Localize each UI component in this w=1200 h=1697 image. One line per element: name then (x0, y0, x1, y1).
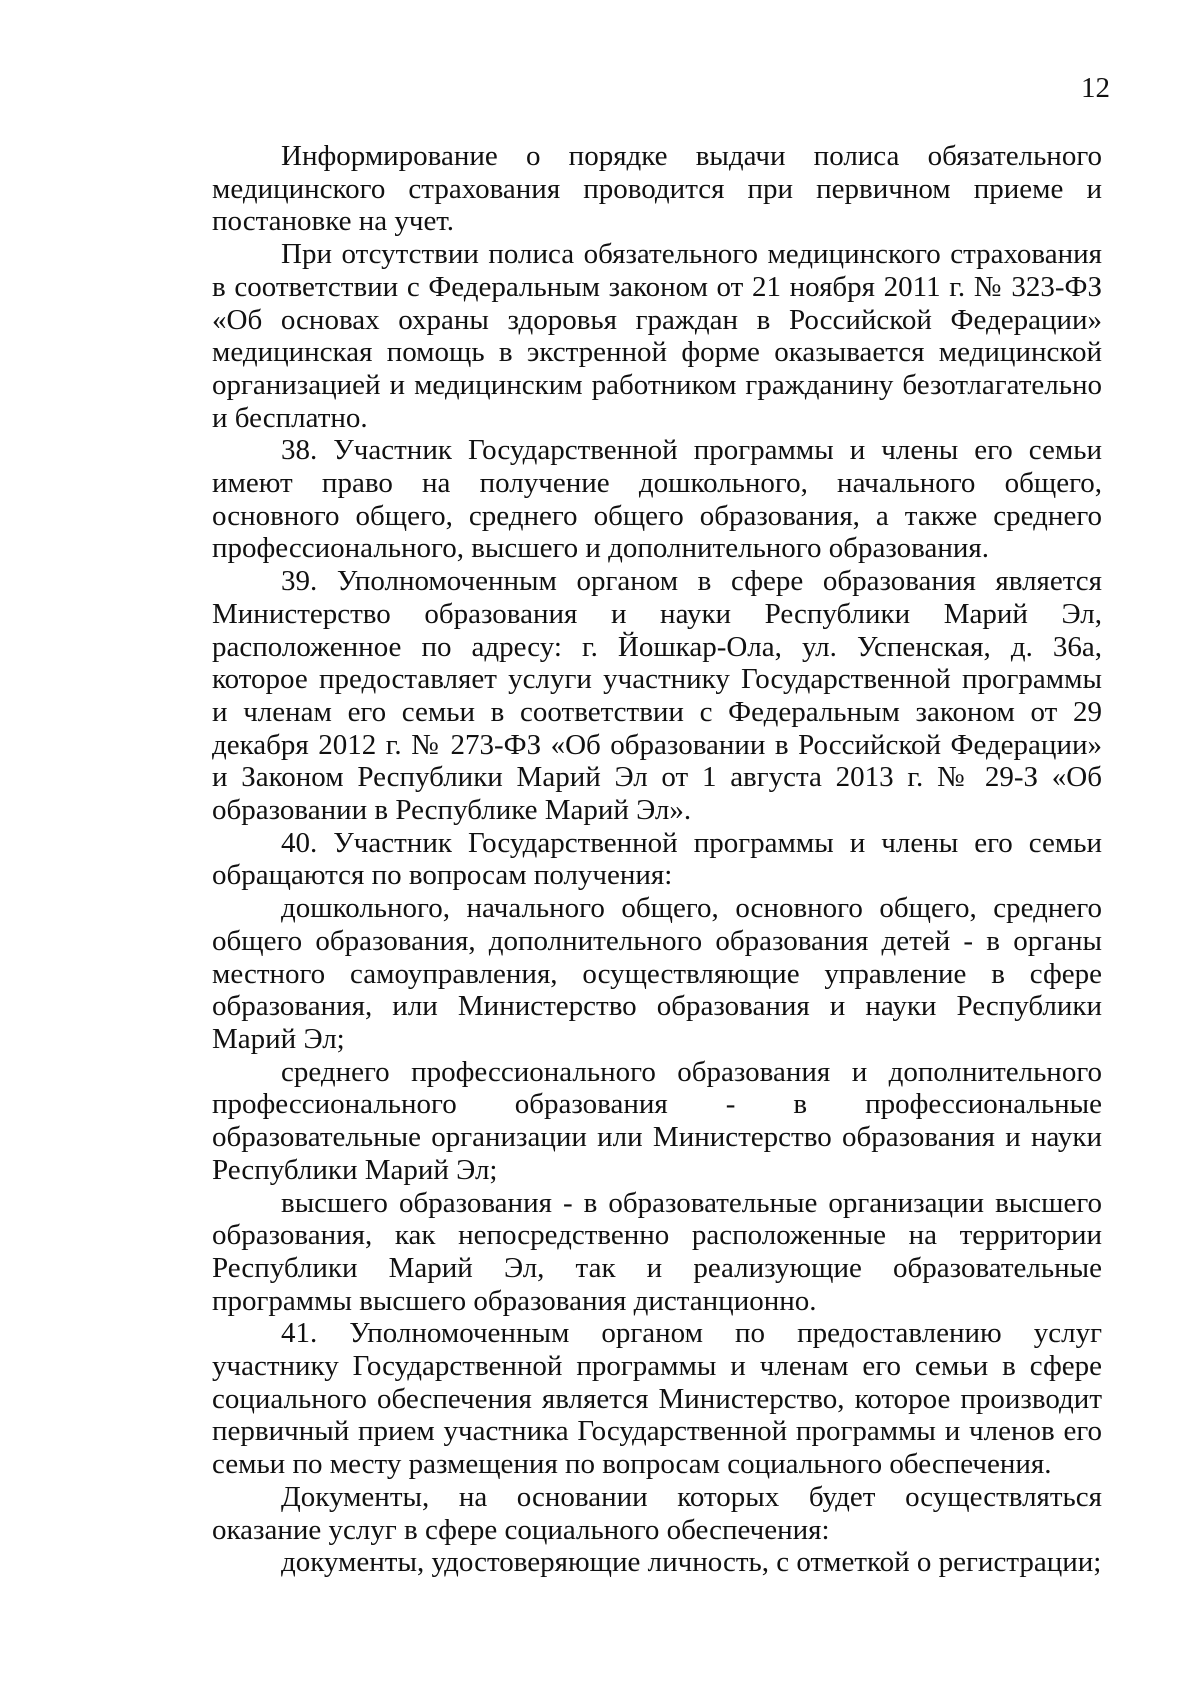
paragraph-40-general-education: дошкольного, начального общего, основного общего, среднего общего образования, дополнительного образования детей - в органы местного самоуправления, осуществляющие управление в сфере образования, или Министерство образования и науки Республики Марий Эл; (212, 892, 1102, 1055)
paragraph-38: 38. Участник Государственной программы и члены его семьи имеют право на получение дошкольного, начального общего, основного общего, среднего общего образования, а также среднего профессионального, высшего и дополнительного образования. (212, 434, 1102, 565)
paragraph-39: 39. Уполномоченным органом в сфере образования является Министерство образования и науки Республики Марий Эл, расположенное по адресу: г. Йошкар-Ола, ул. Успенская, д. 36а, которое предоставляет услуги участнику Государственной программы и членам его семьи в соответствии с Федеральным законом от 29 декабря 2012 г. № 273-ФЗ «Об образовании в Российской Федерации» и Законом Республики Марий Эл от 1 августа 2013 г. № 29-З «Об образовании в Республике Марий Эл». (212, 565, 1102, 827)
paragraph-40: 40. Участник Государственной программы и члены его семьи обращаются по вопросам получения: (212, 826, 1102, 892)
paragraph-emergency-care: При отсутствии полиса обязательного медицинского страхования в соответствии с Федеральным законом от 21 ноября 2011 г. № 323-ФЗ «Об основах охраны здоровья граждан в Российской Федерации» медицинская помощь в экстренной форме оказывается медицинской организацией и медицинским работником гражданину безотлагательно и бесплатно. (212, 238, 1102, 434)
paragraph-41: 41. Уполномоченным органом по предоставлению услуг участнику Государственной программы и членам его семьи в сфере социального обеспечения является Министерство, которое производит первичный прием участника Государственной программы и членов его семьи по месту размещения по вопросам социального обеспечения. (212, 1317, 1102, 1481)
page-number: 12 (1081, 72, 1110, 104)
paragraph-insurance-info: Информирование о порядке выдачи полиса обязательного медицинского страхования проводится при первичном приеме и постановке на учет. (212, 140, 1102, 238)
paragraph-identity-documents: документы, удостоверяющие личность, с отметкой о регистрации; (281, 1546, 1102, 1579)
paragraph-40-higher-education: высшего образования - в образовательные организации высшего образования, как непосредственно расположенные на территории Республики Марий Эл, так и реализующие образовательные программы высшего образования дистанционно. (212, 1186, 1102, 1317)
paragraph-40-professional-education: среднего профессионального образования и дополнительного профессионального образования - в профессиональные образовательные организации или Министерство образования и науки Республики Марий Эл; (212, 1055, 1102, 1186)
document-body (212, 140, 1102, 1579)
paragraph-documents: Документы, на основании которых будет осуществляться оказание услуг в сфере социального обеспечения: (212, 1480, 1102, 1546)
